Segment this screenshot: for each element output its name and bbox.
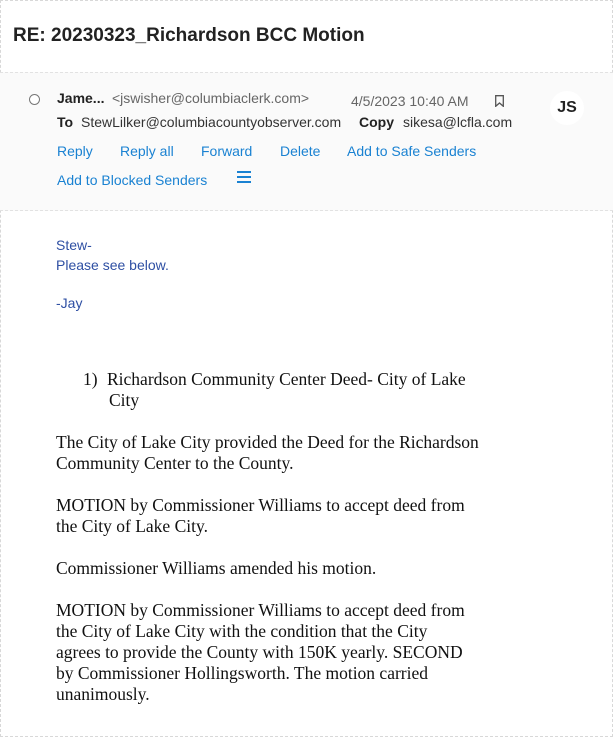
body-line: Please see below. [56, 257, 169, 273]
paragraph-1-line-2: Community Center to the County. [56, 453, 294, 473]
paragraph-2-line-1: MOTION by Commissioner Williams to accept deed from [56, 495, 465, 515]
bookmark-icon[interactable] [495, 95, 504, 107]
paragraph-1-line-1: The City of Lake City provided the Deed for the Richardson [56, 432, 479, 452]
forward-button[interactable]: Forward [201, 143, 253, 159]
reply-all-button[interactable]: Reply all [120, 143, 174, 159]
cc-label: Copy [359, 114, 394, 130]
paragraph-4-line-4: by Commissioner Hollingsworth. The motion carried [56, 663, 428, 683]
more-menu-icon[interactable] [237, 171, 251, 183]
delete-button[interactable]: Delete [280, 143, 321, 159]
item-title-line2: City [109, 390, 140, 410]
select-radio[interactable] [29, 94, 40, 105]
paragraph-4-line-3: agrees to provide the County with 150K yearly. SECOND [56, 642, 463, 662]
to-recipient[interactable]: StewLilker@columbiacountyobserver.com [81, 114, 342, 130]
item-number: 1) [83, 369, 98, 389]
email-subject: RE: 20230323_Richardson BCC Motion [13, 25, 365, 46]
to-label: To [57, 114, 74, 130]
avatar: JS [550, 91, 584, 125]
message-date: 4/5/2023 10:40 AM [351, 93, 469, 109]
paragraph-4-line-2: the City of Lake City with the condition that the City [56, 621, 428, 641]
add-blocked-senders-button[interactable]: Add to Blocked Senders [57, 172, 208, 188]
body-greeting: Stew- [56, 237, 92, 253]
item-title-line1: Richardson Community Center Deed- City of Lake [107, 369, 466, 389]
paragraph-4-line-1: MOTION by Commissioner Williams to accept deed from [56, 600, 465, 620]
body-signoff: -Jay [56, 295, 83, 311]
sender-name[interactable]: Jame... [57, 90, 105, 106]
paragraph-3: Commissioner Williams amended his motion. [56, 558, 377, 578]
sender-email: <jswisher@columbiaclerk.com> [112, 90, 310, 106]
paragraph-4-line-5: unanimously. [56, 684, 150, 704]
add-safe-senders-button[interactable]: Add to Safe Senders [347, 143, 477, 159]
paragraph-2-line-2: the City of Lake City. [56, 516, 208, 536]
reply-button[interactable]: Reply [57, 143, 93, 159]
cc-recipient[interactable]: sikesa@lcfla.com [403, 114, 513, 130]
